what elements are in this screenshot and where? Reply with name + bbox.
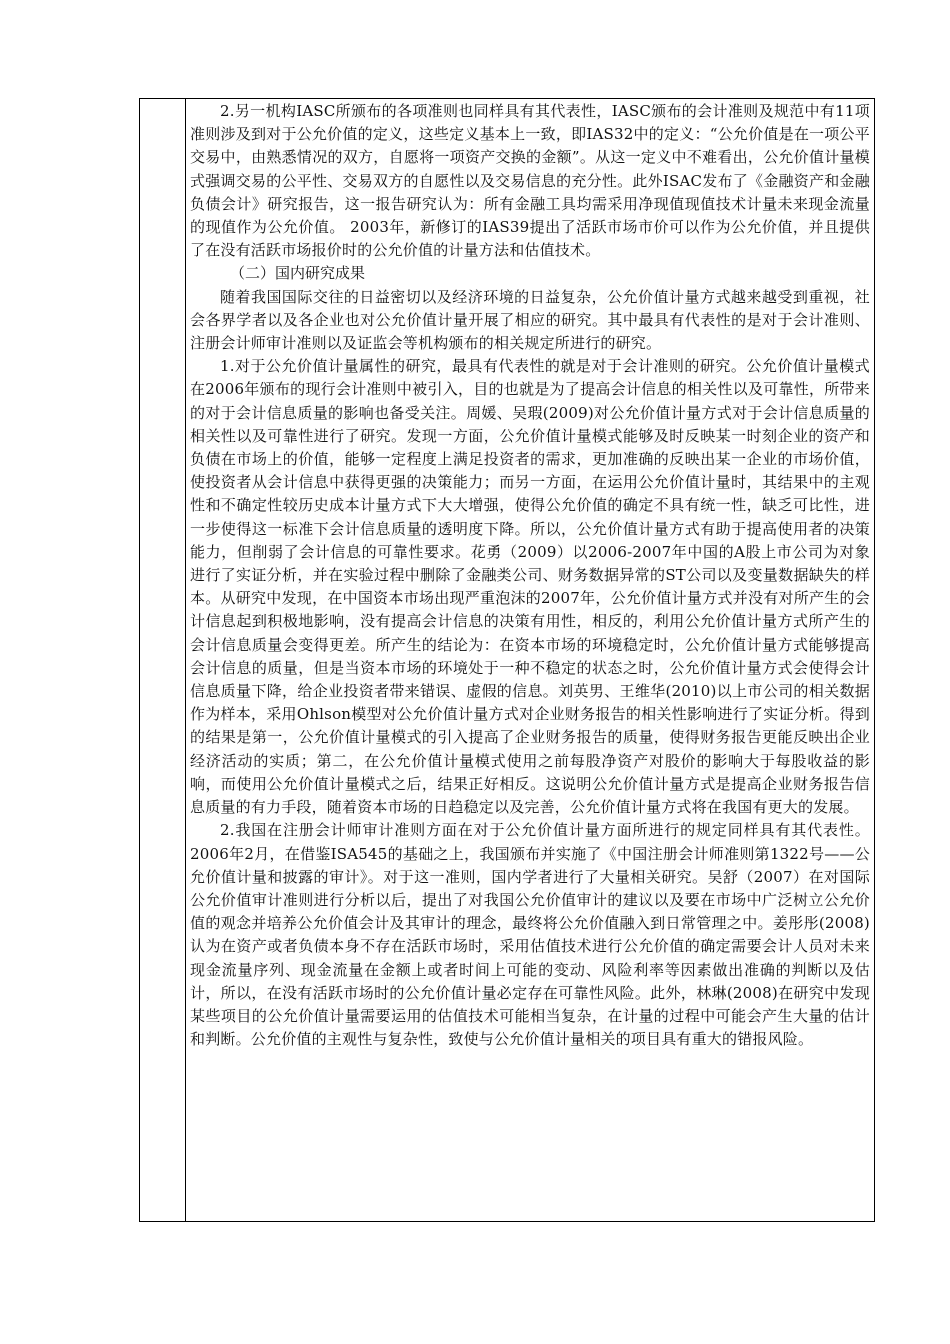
section-heading-domestic-research: （二）国内研究成果	[230, 264, 366, 283]
paragraph-iasc: 2.另一机构IASC所颁布的各项准则也同样具有其代表性，IASC颁布的会计准则及规范中有11项准则涉及到对于公允价值的定义，这些定义基本上一致，即IAS32中的定义：“公允价值是在一项公平交易中，由熟悉情况的双方，自愿将一项资产交换的金额”。从这一定义中不难看出，公允价值计量模式强调交易的公平性、交易双方的自愿性以及交易信息的充分性。此外ISAC发布了《金融资产和金融负债会计》研究报告，这一报告研究认为：所有金融工具均需采用净现值现值技术计量未来现金流量的现值作为公允价值。 2003年，新修订的IAS39提出了活跃市场市价可以作为公允价值，并且提供了在没有活跃市场报价时的公允价值的计量方法和估值技术。	[190, 102, 870, 260]
paragraph-domestic-intro: 随着我国国际交往的日益密切以及经济环境的日益复杂，公允价值计量方式越来越受到重视，社会各界学者以及各企业也对公允价值计量开展了相应的研究。其中最具有代表性的是对于会计准则、注册会计师审计准则以及证监会等机构颁布的相关规定所进行的研究。	[190, 287, 870, 353]
paragraph-accounting-standards: 1.对于公允价值计量属性的研究，最具有代表性的就是对于会计准则的研究。公允价值计量模式在2006年颁布的现行会计准则中被引入，目的也就是为了提高会计信息的相关性以及可靠性，所带来的对于会计信息质量的影响也备受关注。周媛、吴瑕(2009)对公允价值计量方式对于会计信息质量的相关性以及可靠性进行了研究。发现一方面，公允价值计量模式能够及时反映某一时刻企业的资产和负债在市场上的价值，能够一定程度上满足投资者的需求，更加准确的反映出某一企业的市场价值，使投资者从会计信息中获得更强的决策能力；而另一方面，在运用公允价值计量时，其结果中的主观性和不确定性较历史成本计量方式下大大增强，使得公允价值的确定不具有统一性，缺乏可比性，进一步使得这一标准下会计信息质量的透明度下降。所以，公允价值计量方式有助于提高使用者的决策能力，但削弱了会计信息的可靠性要求。花勇（2009）以2006-2007年中国的A股上市公司为对象进行了实证分析，并在实验过程中删除了金融类公司、财务数据异常的ST公司以及变量数据缺失的样本。从研究中发现，在中国资本市场出现严重泡沫的2007年，公允价值计量方式并没有对所产生的会计信息起到积极地影响，没有提高会计信息的决策有用性，相反的，利用公允价值计量方式所产生的会计信息质量会变得更差。所产生的结论为：在资本市场的环境稳定时，公允价值计量方式能够提高会计信息的质量，但是当资本市场的环境处于一种不稳定的状态之时，公允价值计量方式会使得会计信息质量下降，给企业投资者带来错误、虚假的信息。刘英男、王维华(2010)以上市公司的相关数据作为样本，采用Ohlson模型对公允价值计量方式对企业财务报告的相关性影响进行了实证分析。得到的结果是第一，公允价值计量模式的引入提高了企业财务报告的质量，使得财务报告更能反映出企业经济活动的实质；第二，在公允价值计量模式使用之前每股净资产对股价的影响大于每股收益的影响，而使用公允价值计量模式之后，结果正好相反。这说明公允价值计量方式是提高企业财务报告信息质量的有力手段，随着资本市场的日趋稳定以及完善，公允价值计量方式将在我国有更大的发展。	[190, 357, 870, 817]
document-body	[190, 100, 870, 1051]
paragraph-audit-standards: 2.我国在注册会计师审计准则方面在对于公允价值计量方面所进行的规定同样具有其代表性。2006年2月，在借鉴ISA545的基础之上，我国颁布并实施了《中国注册会计师准则第1322号——公允价值计量和披露的审计》。对于这一准则，国内学者进行了大量相关研究。吴舒（2007）在对国际公允价值审计准则进行分析以后，提出了对我国公允价值审计的建议以及要在市场中广泛树立公允价值的观念并培养公允价值会计及其审计的理念，最终将公允价值融入到日常管理之中。姜彤彤(2008)认为在资产或者负债本身不存在活跃市场时，采用估值技术进行公允价值的确定需要会计人员对未来现金流量序列、现金流量在金额上或者时间上可能的变动、风险利率等因素做出准确的判断以及估计，所以，在没有活跃市场时的公允价值计量必定存在可靠性风险。此外，林琳(2008)在研究中发现某些项目的公允价值计量需要运用的估值技术可能相当复杂，在计量的过程中可能会产生大量的估计和判断。公允价值的主观性与复杂性，致使与公允价值计量相关的项目具有重大的错报风险。	[190, 821, 870, 1049]
left-empty-column	[140, 99, 186, 1221]
document-table	[139, 98, 875, 1222]
